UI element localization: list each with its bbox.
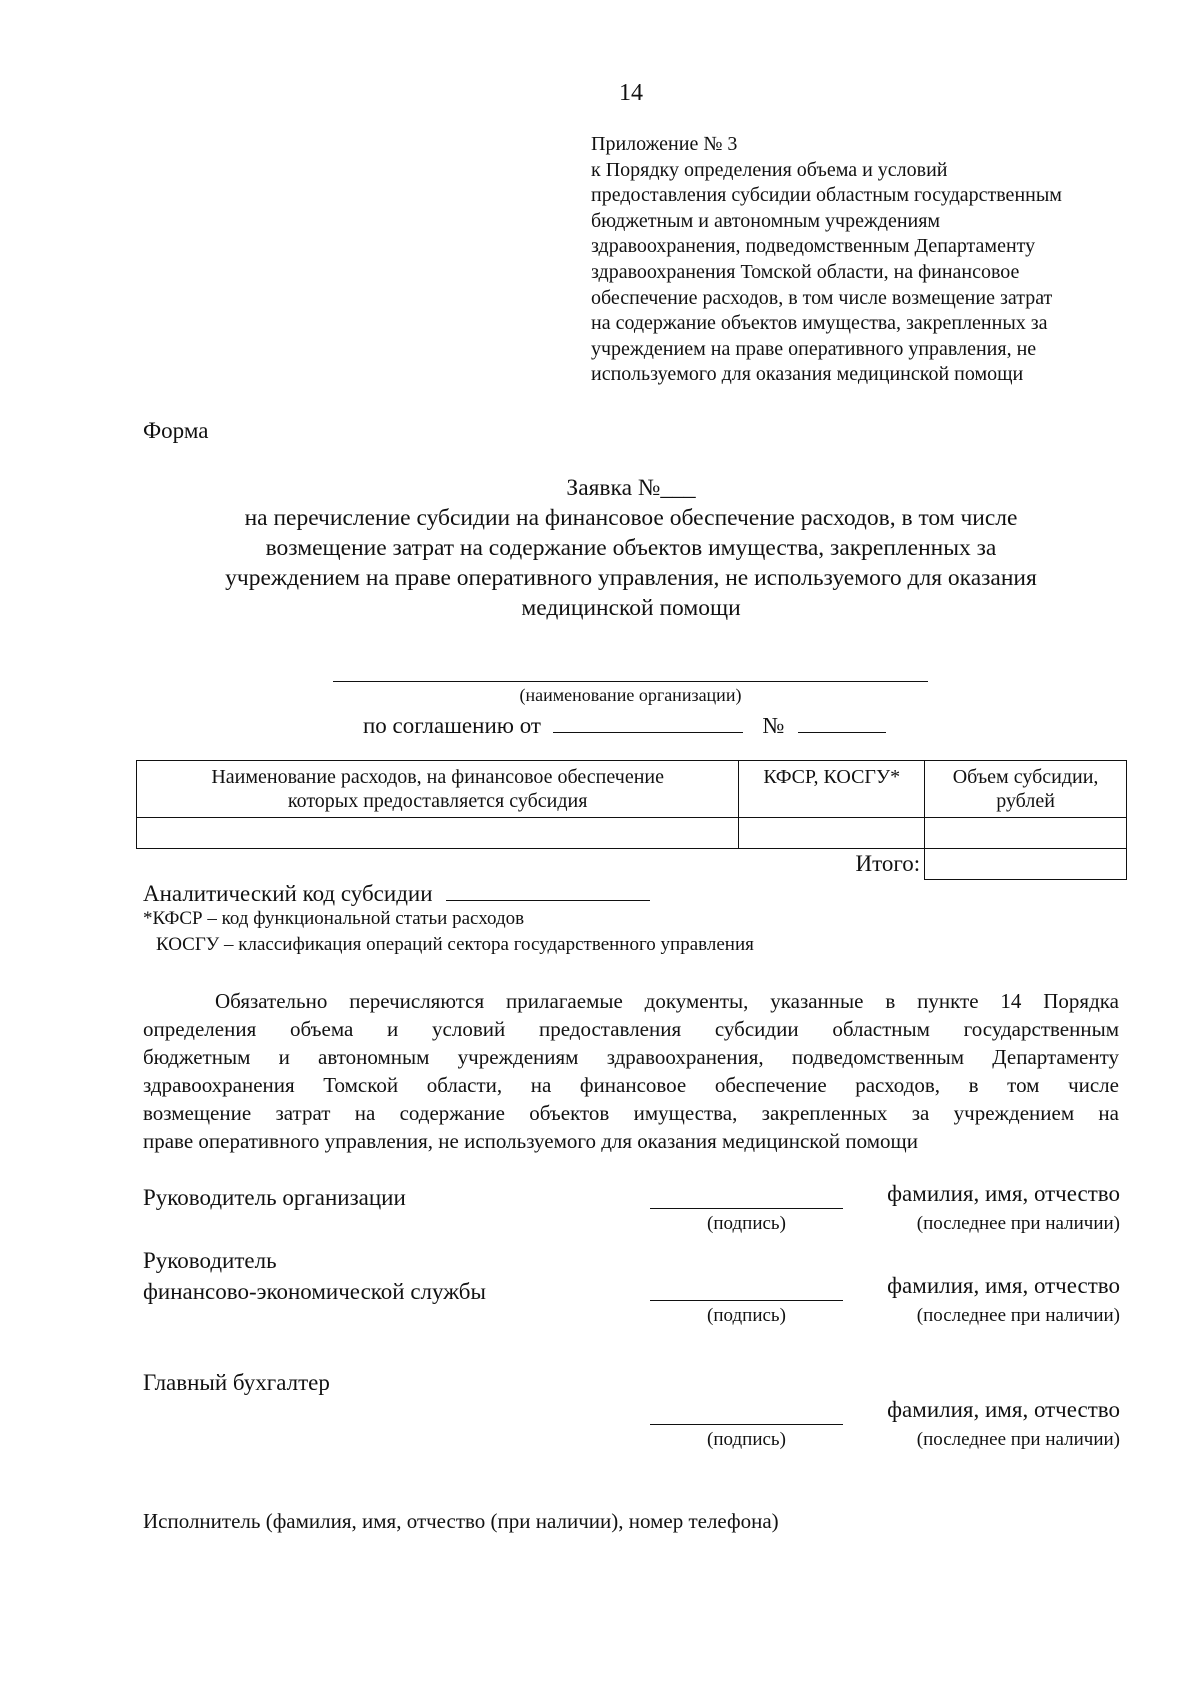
title-line: учреждением на праве оперативного управления, не используемого для оказания xyxy=(225,565,1037,591)
cell-total-amount[interactable] xyxy=(925,849,1127,880)
table-header-row xyxy=(137,761,1127,818)
fio-caption: (последнее при наличии) xyxy=(916,1305,1120,1326)
analytic-code-label: Аналитический код субсидии xyxy=(143,881,433,906)
signature-caption: (подпись) xyxy=(707,1305,786,1326)
paragraph-line: праве оперативного управления, не используемого для оказания медицинской помощи xyxy=(143,1129,918,1153)
appendix-line: Приложение № 3 xyxy=(591,133,738,155)
signature-caption: (подпись) xyxy=(707,1429,786,1450)
fio-caption: (последнее при наличии) xyxy=(916,1429,1120,1450)
signature-role-line: финансово-экономической службы xyxy=(143,1279,486,1304)
documents-paragraph xyxy=(143,987,1119,1155)
analytic-code-field[interactable] xyxy=(446,878,650,901)
appendix-line: на содержание объектов имущества, закрепленных за xyxy=(591,312,1048,335)
footnote-kfsr: *КФСР – код функциональной статьи расходов xyxy=(143,908,525,929)
paragraph-line: определения объема и условий предоставления субсидии областным государственным xyxy=(143,1017,1119,1041)
fio-label: фамилия, имя, отчество xyxy=(887,1397,1120,1422)
table-row xyxy=(137,818,1127,849)
organization-name-field[interactable] xyxy=(333,681,928,682)
table-total-row xyxy=(137,849,1127,880)
appendix-line: предоставления субсидии областным государственным xyxy=(591,184,1062,207)
fio-caption: (последнее при наличии) xyxy=(916,1213,1120,1234)
application-title xyxy=(143,473,1119,623)
appendix-line: здравоохранения, подведомственным Департаменту xyxy=(591,235,1036,258)
footnote-kosgu: КОСГУ – классификация операций сектора государственного управления xyxy=(156,934,754,955)
header-kfsr-kosgu: КФСР, КОСГУ* xyxy=(739,761,925,818)
signature-field-accountant[interactable] xyxy=(650,1424,843,1425)
agreement-number-sign: № xyxy=(762,713,785,738)
title-line: на перечисление субсидии на финансовое обеспечение расходов, в том числе xyxy=(244,505,1018,531)
appendix-line: бюджетным и автономным учреждениям xyxy=(591,209,941,232)
analytic-code-line xyxy=(143,878,650,907)
total-label: Итого: xyxy=(137,849,925,880)
appendix-header xyxy=(591,132,1062,388)
agreement-prefix: по соглашению от xyxy=(363,713,541,738)
signature-role-line: Руководитель xyxy=(143,1248,277,1273)
paragraph-line: здравоохранения Томской области, на финансовое обеспечение расходов, в том числе xyxy=(143,1073,1119,1097)
paragraph-line: возмещение затрат на содержание объектов имущества, закрепленных за учреждением на xyxy=(143,1101,1119,1125)
cell-kfsr-kosgu[interactable] xyxy=(739,818,925,849)
executor-line: Исполнитель (фамилия, имя, отчество (при наличии), номер телефона) xyxy=(143,1509,779,1533)
paragraph-line: бюджетным и автономным учреждениям здравоохранения, подведомственным Департаменту xyxy=(143,1045,1119,1069)
appendix-line: здравоохранения Томской области, на финансовое xyxy=(591,260,1020,283)
appendix-line: используемого для оказания медицинской помощи xyxy=(591,363,1024,386)
appendix-line: обеспечение расходов, в том числе возмещение затрат xyxy=(591,286,1053,309)
signature-field-finance[interactable] xyxy=(650,1300,843,1301)
signature-role-accountant: Главный бухгалтер xyxy=(143,1370,330,1395)
header-subsidy-amount: Объем субсидии, рублей xyxy=(925,761,1127,818)
appendix-line: учреждением на праве оперативного управления, не xyxy=(591,337,1037,360)
paragraph-line: Обязательно перечисляются прилагаемые документы, указанные в пункте 14 Порядка xyxy=(215,989,1119,1013)
signature-role-head: Руководитель организации xyxy=(143,1185,406,1210)
signature-caption: (подпись) xyxy=(707,1213,786,1234)
signature-role-finance xyxy=(143,1245,486,1307)
title-line: возмещение затрат на содержание объектов имущества, закрепленных за xyxy=(265,535,997,561)
organization-caption: (наименование организации) xyxy=(519,685,742,705)
cell-expense-name[interactable] xyxy=(137,818,739,849)
fio-label: фамилия, имя, отчество xyxy=(887,1181,1120,1206)
form-label: Форма xyxy=(143,418,209,443)
header-expense-name: Наименование расходов, на финансовое обеспечение которых предоставляется субсидия xyxy=(137,761,739,818)
agreement-date-field[interactable] xyxy=(553,710,743,733)
title-line: Заявка №___ xyxy=(566,475,696,501)
agreement-number-field[interactable] xyxy=(798,710,886,733)
expenses-table xyxy=(136,760,1127,880)
appendix-line: к Порядку определения объема и условий xyxy=(591,158,948,181)
title-line: медицинской помощи xyxy=(521,595,741,621)
page-number: 14 xyxy=(619,80,643,106)
agreement-line xyxy=(363,710,886,739)
signature-field-head[interactable] xyxy=(650,1208,843,1209)
fio-label: фамилия, имя, отчество xyxy=(887,1273,1120,1298)
cell-subsidy-amount[interactable] xyxy=(925,818,1127,849)
